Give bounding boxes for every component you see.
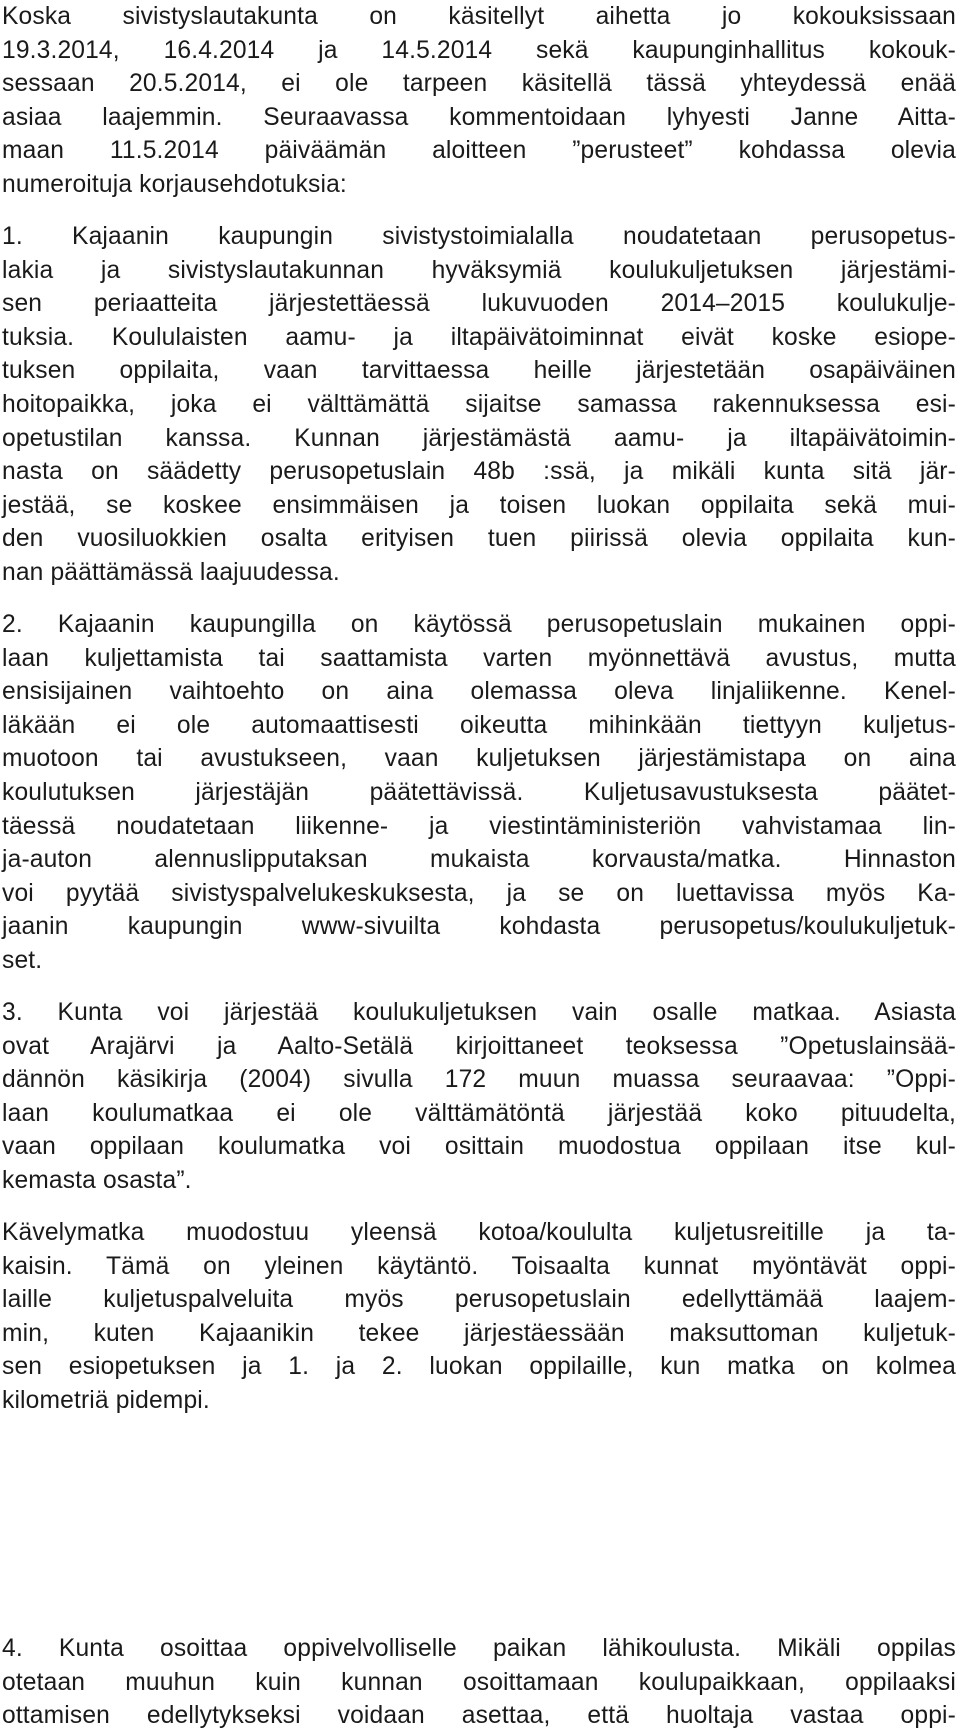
text-line: laille kuljetuspalveluita myös perusopetuslain edellyttämää laajem- [2,1286,956,1314]
text-line: lakia ja sivistyslautakunnan hyväksymiä koulukuljetuksen järjestämi- [2,256,956,284]
text-line: ensisijainen vaihtoehto on aina olemassa oleva linjaliikenne. Kenel- [2,678,956,706]
text-line: muotoon tai avustukseen, vaan kuljetuksen järjestämistapa on aina [2,745,956,773]
text-line: laan koulumatkaa ei ole välttämätöntä järjestää koko pituudelta, [2,1099,956,1127]
text-line: nan päättämässä laajuudessa. [2,558,340,586]
text-line: koulutuksen järjestäjän päätettävissä. Kuljetusavustuksesta päätet- [2,778,956,806]
text-line: 2. Kajaanin kaupungilla on käytössä perusopetuslain mukainen oppi- [2,611,956,638]
text-line: vaan oppilaan koulumatka voi osittain muodostua oppilaan itse kul- [2,1133,956,1161]
text-line: nasta on säädetty perusopetuslain 48b :ssä, ja mikäli kunta sitä jär- [2,458,956,486]
text-line: täessä noudatetaan liikenne- ja viestintäministeriön vahvistamaa lin- [2,812,956,840]
text-line: Koska sivistyslautakunta on käsitellyt aihetta jo kokouksissaan [2,3,956,30]
intro-paragraph [2,0,956,202]
text-line: jestää, se koskee ensimmäisen ja toisen luokan oppilaita sekä mui- [2,491,956,519]
text-line: otetaan muuhun kuin kunnan osoittamaan koulupaikkaan, oppilaaksi [2,1668,956,1696]
text-line: tuksia. Koululaisten aamu- ja iltapäivätoiminnat eivät koske esiope- [2,323,956,351]
text-line: min, kuten Kajaanikin tekee järjestäessään maksuttoman kuljetuk- [2,1319,956,1347]
point-1-paragraph [2,220,956,590]
point-4-paragraph [2,1632,956,1733]
text-line: ottamisen edellytykseksi voidaan asettaa, että huoltaja vastaa oppi- [2,1702,956,1730]
text-line: jaanin kaupungin www-sivuilta kohdasta perusopetus/koulukuljetuk- [2,913,956,941]
text-line: ja-auton alennuslipputaksan mukaista korvausta/matka. Hinnaston [2,846,956,874]
text-line: dännön käsikirja (2004) sivulla 172 muun muassa seuraavaa: ”Oppi- [2,1066,956,1094]
walking-distance-paragraph [2,1216,956,1418]
text-line: sessaan 20.5.2014, ei ole tarpeen käsitellä tässä yhteydessä enää [2,70,956,98]
point-2-paragraph [2,608,956,978]
text-line: ovat Arajärvi ja Aalto-Setälä kirjoittaneet teoksessa ”Opetuslainsää- [2,1032,956,1060]
text-line: läkään ei ole automaattisesti oikeutta mihinkään tiettyyn kuljetus- [2,711,956,739]
text-line: tuksen oppilaita, vaan tarvittaessa heille järjestetään osapäiväinen [2,357,956,385]
text-line: 1. Kajaanin kaupungin sivistystoimialalla noudatetaan perusopetus- [2,223,956,250]
text-line: Kävelymatka muodostuu yleensä kotoa/koululta kuljetusreitille ja ta- [2,1219,956,1246]
text-line: 3. Kunta voi järjestää koulukuljetuksen vain osalle matkaa. Asiasta [2,999,956,1026]
text-line: voi pyytää sivistyspalvelukeskuksesta, ja se on luettavissa myös Ka- [2,879,956,907]
text-line: set. [2,946,43,974]
text-line: asiaa laajemmin. Seuraavassa kommentoidaan lyhyesti Janne Aitta- [2,103,956,131]
text-line: 4. Kunta osoittaa oppivelvolliselle paikan lähikoulusta. Mikäli oppilas [2,1635,956,1662]
text-line: sen esiopetuksen ja 1. ja 2. luokan oppilaille, kun matka on kolmea [2,1353,956,1381]
text-line: laan kuljettamista tai saattamista varten myönnettävä avustus, mutta [2,644,956,672]
text-line: hoitopaikka, joka ei välttämättä sijaitse samassa rakennuksessa esi- [2,390,956,418]
point-3-paragraph [2,996,956,1198]
text-line: den vuosiluokkien osalta erityisen tuen piirissä olevia oppilaita kun- [2,525,956,553]
text-line: numeroituja korjausehdotuksia: [2,170,347,198]
text-line: sen periaatteita järjestettäessä lukuvuoden 2014–2015 koulukulje- [2,290,956,318]
text-line: kemasta osasta”. [2,1166,192,1194]
text-line: opetustilan kanssa. Kunnan järjestämästä aamu- ja iltapäivätoimin- [2,424,956,452]
text-line: 19.3.2014, 16.4.2014 ja 14.5.2014 sekä kaupunginhallitus kokouk- [2,36,956,64]
text-line: kaisin. Tämä on yleinen käytäntö. Toisaalta kunnat myöntävät oppi- [2,1252,956,1280]
text-line: maan 11.5.2014 päiväämän aloitteen ”perusteet” kohdassa olevia [2,137,956,165]
text-line: kilometriä pidempi. [2,1386,210,1414]
